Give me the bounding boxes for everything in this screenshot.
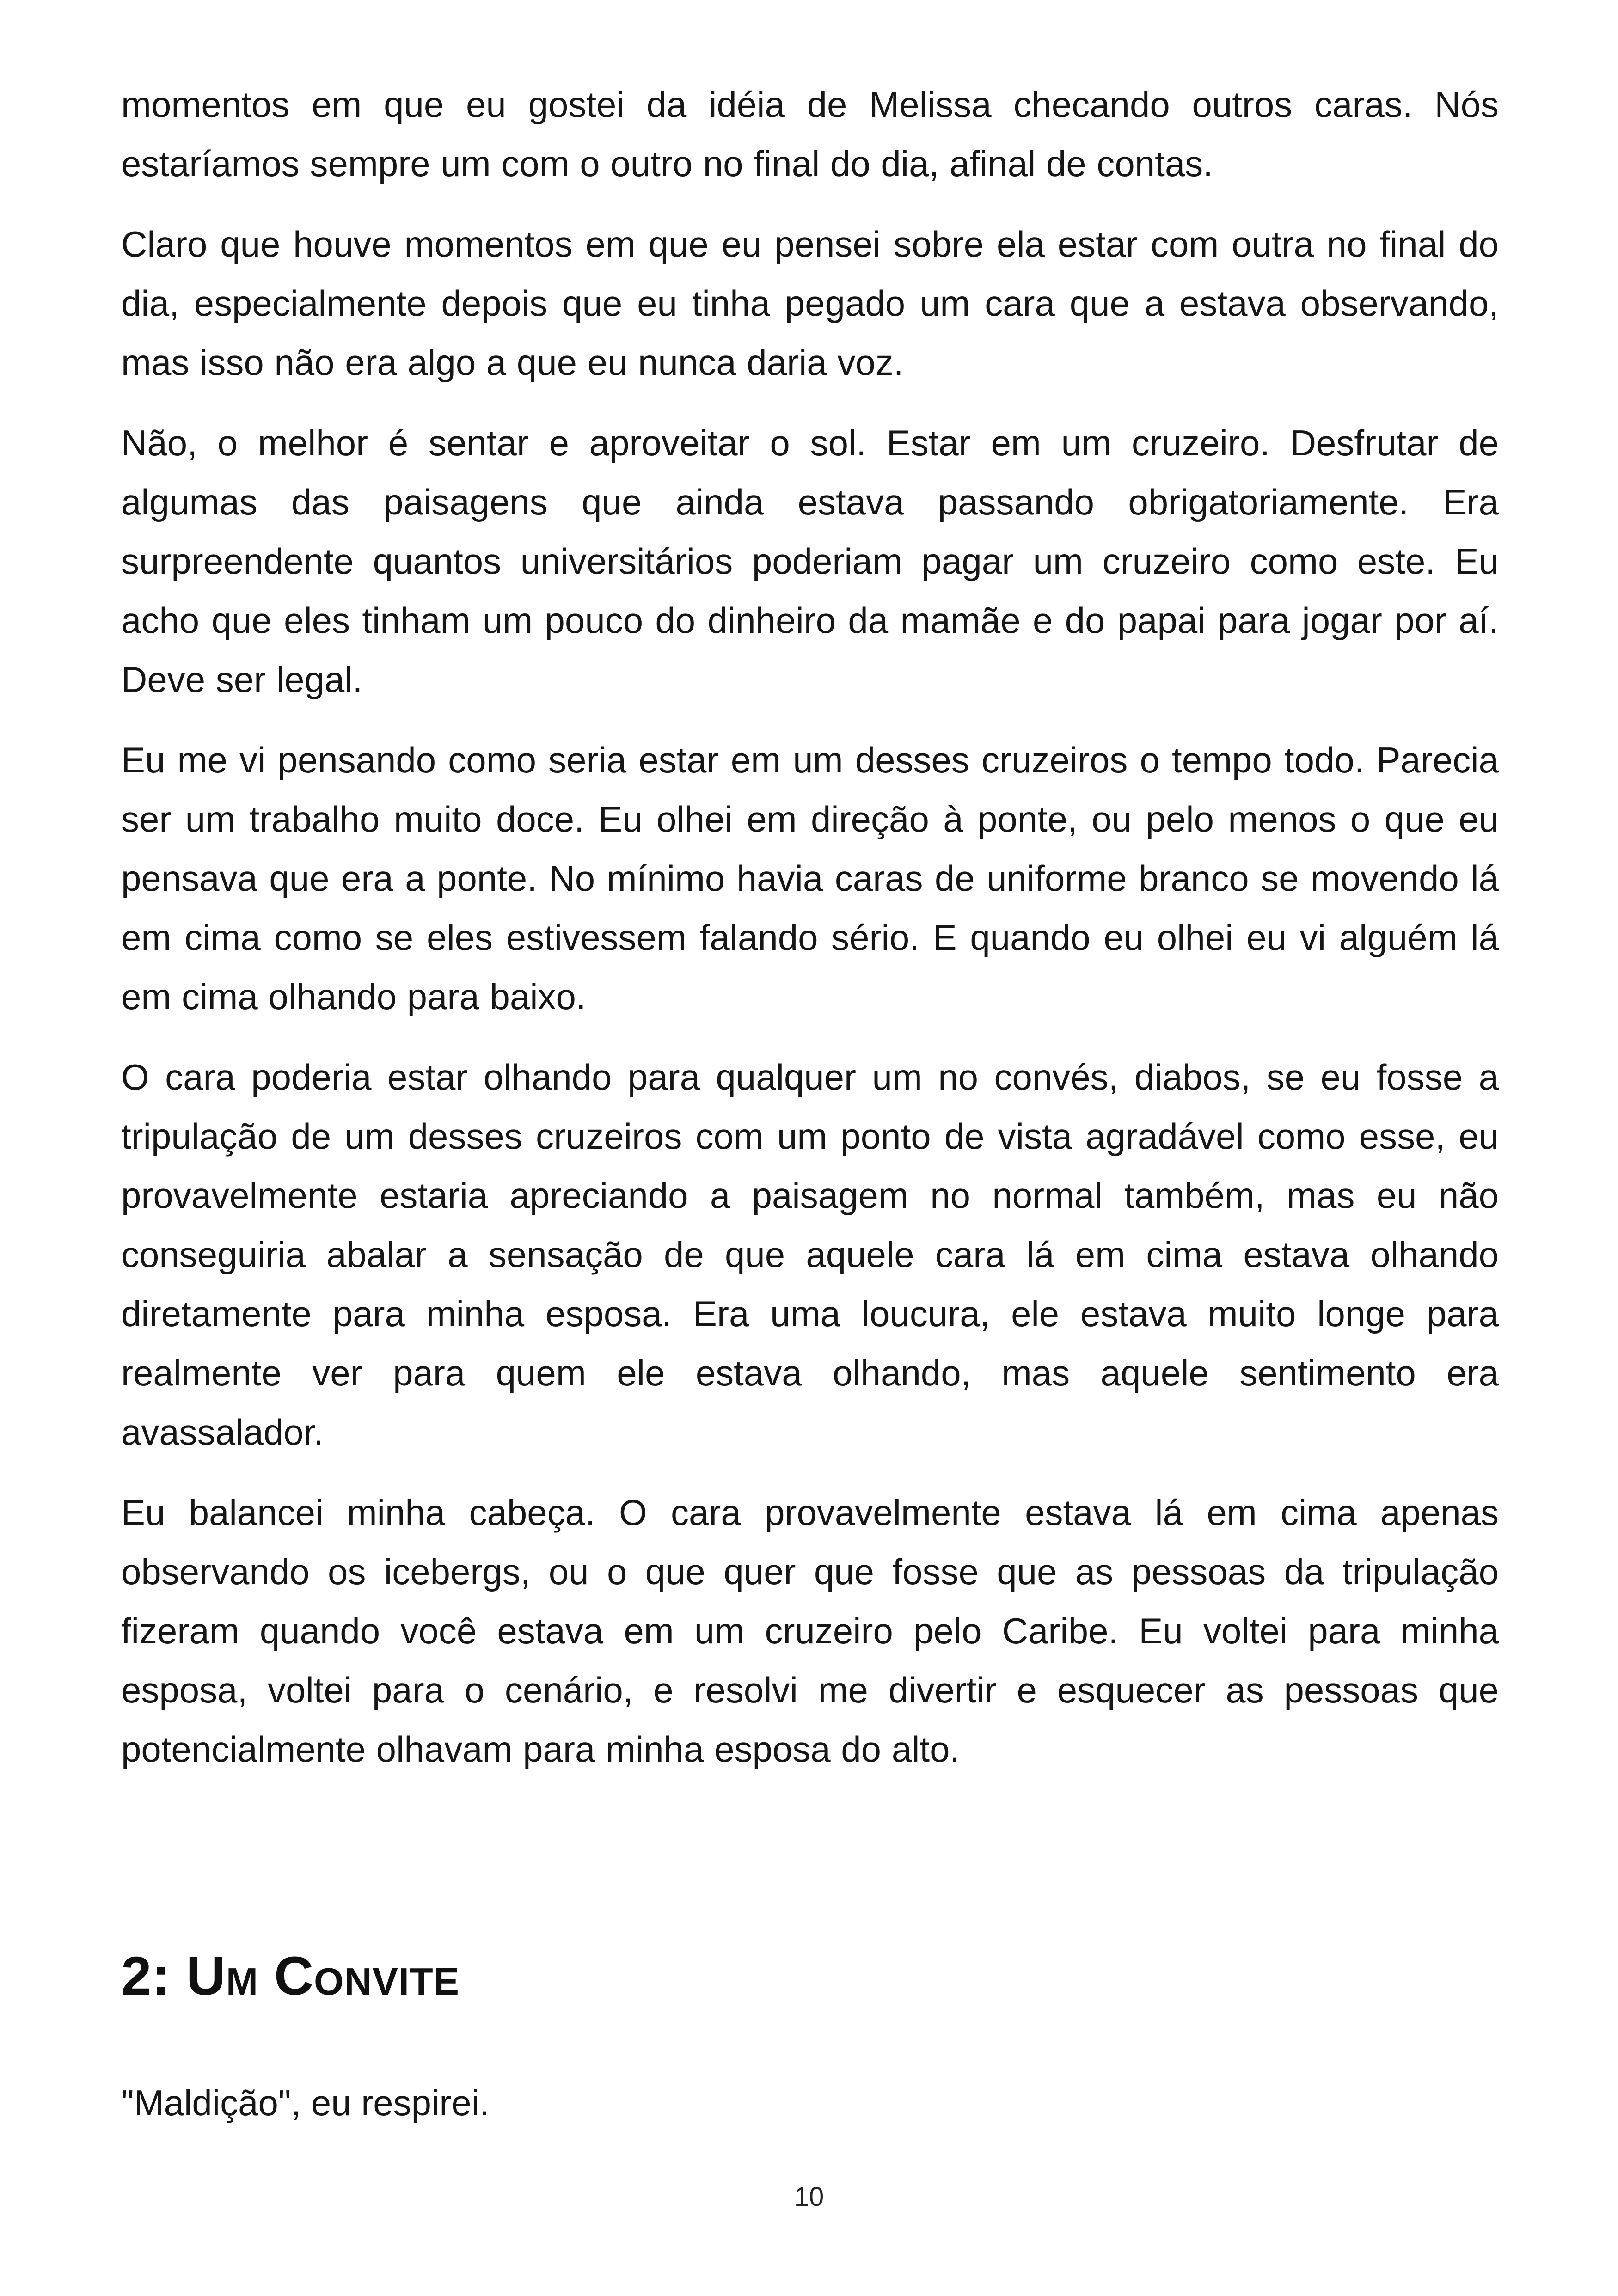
paragraph: O cara poderia estar olhando para qualquer um no convés, diabos, se eu fosse a tripulação de um desses cruzeiros com um ponto de vista agradável como esse, eu provavelmente estaria apreciando a paisagem no normal também, mas eu não conseguiria abalar a sensação de que aquele cara lá em cima estava olhando diretamente para minha esposa. Era uma loucura, ele estava muito longe para realmente ver para quem ele estava olhando, mas aquele sentimento era avassalador. (121, 1057, 1499, 1452)
chapter-heading: 2: Um Convite (121, 1946, 460, 2007)
paragraph: Claro que houve momentos em que eu pensei sobre ela estar com outra no final do dia, especialmente depois que eu tinha pegado um cara que a estava observando, mas isso não era algo a que eu nunca daria voz. (121, 224, 1499, 383)
paragraph: Não, o melhor é sentar e aproveitar o sol. Estar em um cruzeiro. Desfrutar de algumas das paisagens que ainda estava passando obrigatoriamente. Era surpreendente quantos universitários poderiam pagar um cruzeiro como este. Eu acho que eles tinham um pouco do dinheiro da mamãe e do papai para jogar por aí. Deve ser legal. (121, 422, 1499, 700)
page-number: 10 (794, 2182, 824, 2212)
page-body (121, 75, 1499, 1800)
paragraph: momentos em que eu gostei da idéia de Melissa checando outros caras. Nós estaríamos sempre um com o outro no final do dia, afinal de contas. (121, 84, 1499, 184)
paragraph: Eu balancei minha cabeça. O cara provavelmente estava lá em cima apenas observando os icebergs, ou o que quer que fosse que as pessoas da tripulação fizeram quando você estava em um cruzeiro pelo Caribe. Eu voltei para minha esposa, voltei para o cenário, e resolvi me divertir e esquecer as pessoas que potencialmente olhavam para minha esposa do alto. (121, 1492, 1499, 1769)
opening-dialogue: "Maldição", eu respirei. (121, 2082, 490, 2123)
paragraph: Eu me vi pensando como seria estar em um desses cruzeiros o tempo todo. Parecia ser um trabalho muito doce. Eu olhei em direção à ponte, ou pelo menos o que eu pensava que era a ponte. No mínimo havia caras de uniforme branco se movendo lá em cima como se eles estivessem falando sério. E quando eu olhei eu vi alguém lá em cima olhando para baixo. (121, 740, 1499, 1017)
